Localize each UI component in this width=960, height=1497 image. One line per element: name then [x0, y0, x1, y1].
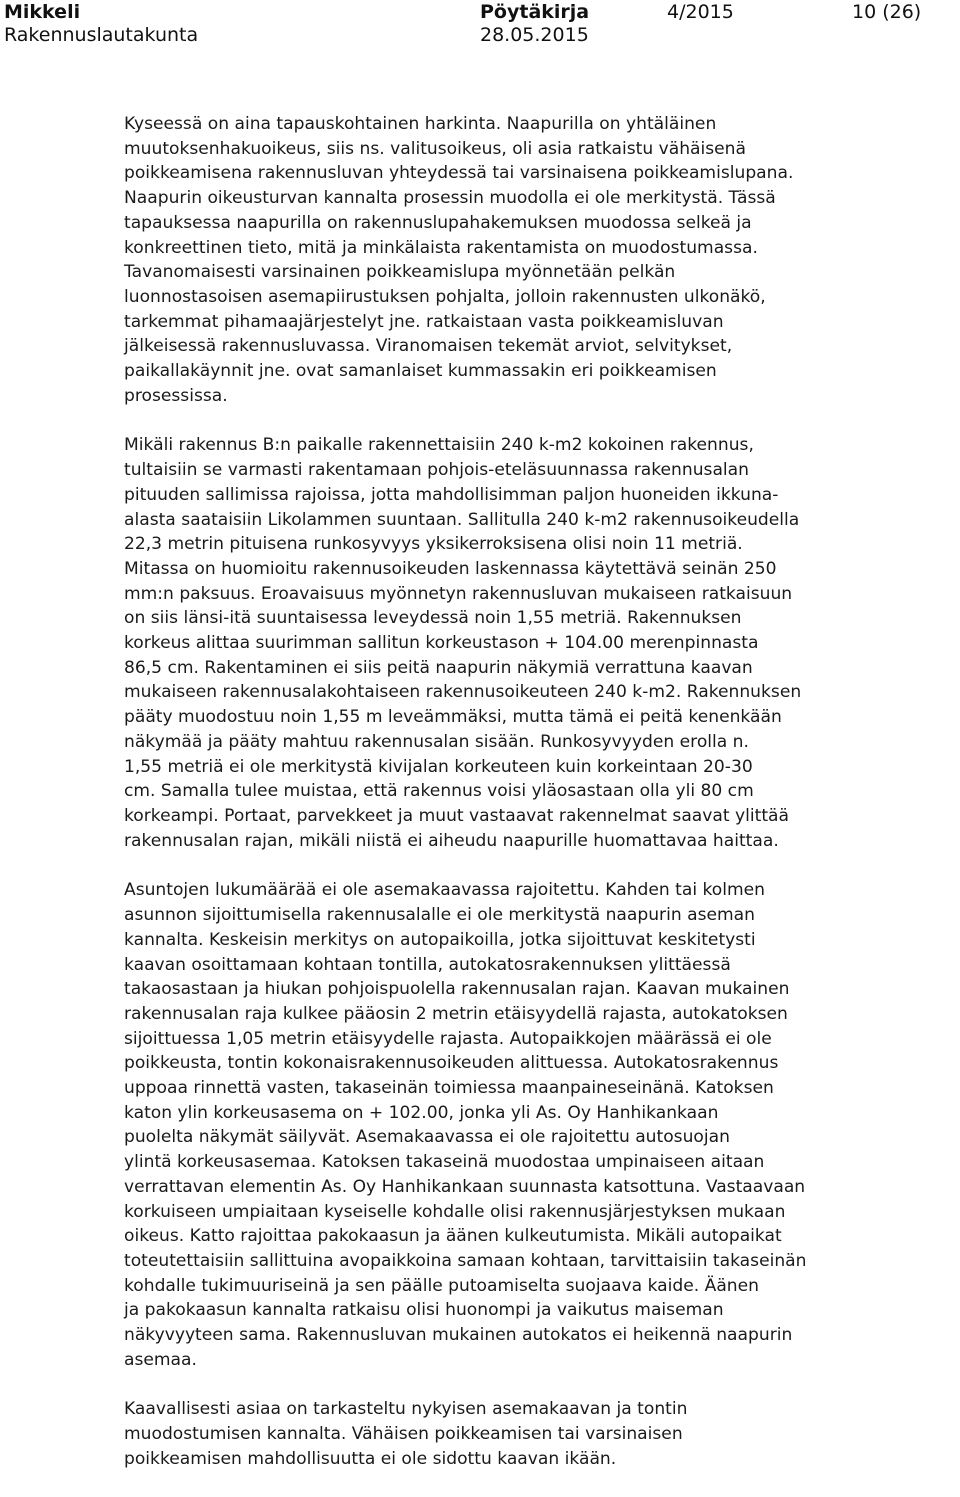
document-type: Pöytäkirja — [480, 1, 590, 23]
board-name: Rakennuslautakunta — [4, 24, 199, 46]
paragraph: Kaavallisesti asiaa on tarkasteltu nykyisen asemakaavan ja tontin muodostumisen kannalta. Vähäisen poikkeamisen tai varsinaisen poikkeamisen mahdollisuutta ei ole sidottu kaavan ikään. — [124, 1399, 688, 1469]
paragraph: Asuntojen lukumäärää ei ole asemakaavassa rajoitettu. Kahden tai kolmen asunnon sijoittumisella rakennusalalle ei ole merkitystä naapurin aseman kannalta. Keskeisin merkitys on autopaikoilla, jotka sijoittuvat keskitetysti kaavan osoittamaan kohtaan tontilla, autokatosrakennuksen ylittäessä takaosastaan ja hiukan pohjoispuolella rakennusalan rajan. Kaavan mukainen rakennusalan raja kulkee pääosin 2 metrin etäisyydellä rajasta, autokatoksen sijoittuessa 1,05 metrin etäisyydelle rajasta. Autopaikkojen määrässä ei ole poikkeusta, tontin kokonaisrakennusoikeuden alittuessa. Autokatosrakennus uppoaa rinnettä vasten, takaseinän toimiessa maanpaineseinänä. Katoksen katon ylin korkeusasema on + 102.00, jonka yli As. Oy Hanhikankaan puolelta näkymät säilyvät. Asemakaavassa ei ole rajoitettu autosuojan ylintä korkeusasemaa. Katoksen takaseinä muodostaa umpinaiseen aitaan verrattavan elementin As. Oy Hanhikankaan suunnasta katsottuna. Vastaavaan korkuiseen umpiaitaan kyseiselle kohdalle olisi rakennusjärjestyksen mukaan oikeus. Katto rajoittaa pakokaasun ja äänen kulkeutumista. Mikäli autopaikat toteutettaisiin sallittuina avopaikkoina samaan kohtaan, tarvittaisiin takaseinän kohdalle tukimuuriseinä ja sen päälle putoamiselta suojaava kaide. Äänen ja pakokaasun kannalta ratkaisu olisi huonompi ja vaikutus maiseman näkyvyyteen sama. Rakennusluvan mukainen autokatos ei heikennä naapurin asemaa. — [124, 880, 807, 1370]
meeting-date: 28.05.2015 — [480, 24, 589, 46]
page-header — [0, 0, 960, 50]
document-number: 4/2015 — [667, 1, 734, 23]
paragraph: Kyseessä on aina tapauskohtainen harkinta. Naapurilla on yhtäläinen muutoksenhakuoikeus, siis ns. valitusoikeus, oli asia ratkaistu vähäisenä poikkeamisena rakennusluvan yhteydessä tai varsinaisena poikkeamislupana. Naapurin oikeusturvan kannalta prosessin muodolla ei ole merkitystä. Tässä tapauksessa naapurilla on rakennuslupahakemuksen muodossa selkeä ja konkreettinen tieto, mitä ja minkälaista rakentamista on muodostumassa. Tavanomaisesti varsinainen poikkeamislupa myönnetään pelkän luonnostasoisen asemapiirustuksen pohjalta, jolloin rakennusten ulkonäkö, tarkemmat pihamaajärjestelyt jne. ratkaistaan vasta poikkeamisluvan jälkeisessä rakennusluvassa. Viranomaisen tekemät arviot, selvitykset, paikallakäynnit jne. ovat samanlaiset kummassakin eri poikkeamisen prosessissa. — [124, 114, 794, 406]
page-number: 10 (26) — [852, 1, 922, 23]
paragraph: Mikäli rakennus B:n paikalle rakennettaisiin 240 k-m2 kokoinen rakennus, tultaisiin se varmasti rakentamaan pohjois-eteläsuunnassa rakennusalan pituuden sallimissa rajoissa, jotta mahdollisimman paljon huoneiden ikkuna- alasta saataisiin Likolammen suuntaan. Sallitulla 240 k-m2 rakennusoikeudella 22,3 metrin pituisena runkosyvyys yksikerroksisena olisi noin 11 metriä. Mitassa on huomioitu rakennusoikeuden laskennassa käytettävä seinän 250 mm:n paksuus. Eroavaisuus myönnetyn rakennusluvan mukaiseen ratkaisuun on siis länsi-itä suuntaisessa leveydessä noin 1,55 metriä. Rakennuksen korkeus alittaa suurimman sallitun korkeustason + 104.00 merenpinnasta 86,5 cm. Rakentaminen ei siis peitä naapurin näkymiä verrattuna kaavan mukaiseen rakennusalakohtaiseen rakennusoikeuteen 240 k-m2. Rakennuksen pääty muodostuu noin 1,55 m leveämmäksi, mutta tämä ei peitä kenenkään näkymää ja pääty mahtuu rakennusalan sisään. Runkosyvyyden erolla n. 1,55 metriä ei ole merkitystä kivijalan korkeuteen kuin korkeintaan 20-30 cm. Samalla tulee muistaa, että rakennus voisi yläosastaan olla yli 80 cm korkeampi. Portaat, parvekkeet ja muut vastaavat rakennelmat saavat ylittää rakennusalan rajan, mikäli niistä ei aiheudu naapurille huomattavaa haittaa. — [124, 435, 802, 851]
document-body — [124, 112, 894, 1497]
organization-name: Mikkeli — [4, 1, 81, 23]
